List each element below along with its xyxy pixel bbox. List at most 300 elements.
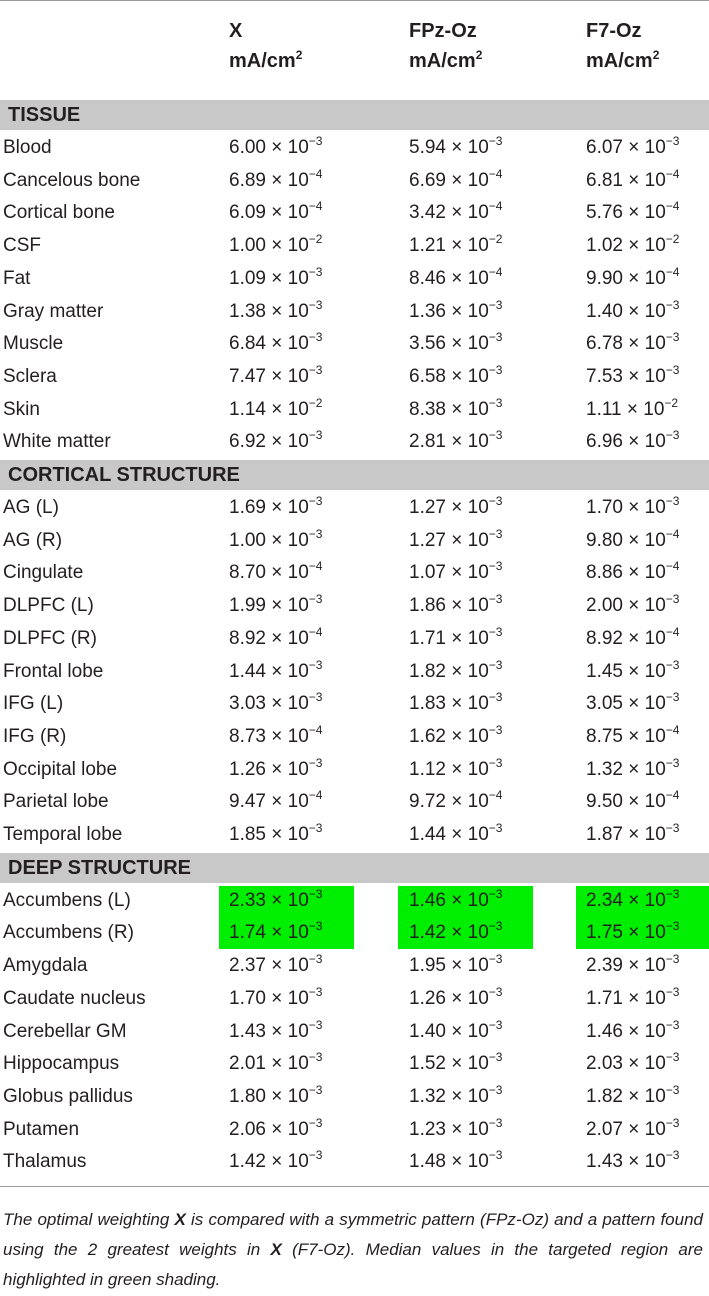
table-top-rule [0,0,709,1]
times-sign: × [628,202,640,224]
cell-mantissa: 1.32 [586,758,623,780]
cell-exponent: −4 [665,166,680,181]
section-title: DEEP STRUCTURE [8,856,191,879]
cell-mantissa: 1.12 [409,758,446,780]
cell-mantissa: 2.07 [586,1118,623,1140]
cell-base: 10 [644,791,666,813]
times-sign: × [628,1020,640,1042]
cell-exponent: −3 [308,592,323,607]
cell-base: 10 [467,725,489,747]
section-header [0,853,709,883]
cell-mantissa: 7.53 [586,365,623,387]
cell-exponent: −2 [664,395,679,410]
table-row [0,197,709,230]
cell-exponent: −3 [488,297,503,312]
table-row [0,688,709,721]
cell-exponent: −3 [665,428,680,443]
cell-value [229,590,322,623]
table-bottom-rule [0,1186,709,1187]
cell-value [409,885,502,918]
cell-mantissa: 1.87 [586,824,623,845]
cell-value [586,328,679,361]
cell-base: 10 [287,627,309,649]
cell-value [229,525,322,558]
cell-base: 10 [467,300,489,322]
cell-value [409,983,502,1016]
cell-base: 10 [287,398,309,420]
cell-base: 10 [287,235,309,257]
cell-mantissa: 1.62 [409,725,446,747]
cell-value [586,230,679,263]
cell-value [229,361,322,394]
cell-value [229,1016,322,1049]
row-label: Skin [3,398,40,420]
cell-mantissa: 1.07 [409,562,446,584]
cell-exponent: −4 [665,722,680,737]
cell-exponent: −2 [308,232,323,247]
cell-value [409,230,502,263]
times-sign: × [271,595,283,617]
cell-base: 10 [644,1085,666,1107]
cell-value [409,623,502,656]
cell-value [229,296,322,329]
cell-value [586,688,679,721]
times-sign: × [451,431,463,453]
cell-exponent: −3 [308,428,323,443]
cell-mantissa: 1.71 [409,627,446,649]
cell-base: 10 [287,889,309,911]
times-sign: × [271,758,283,780]
cell-exponent: −3 [665,1082,680,1097]
cell-value [586,1114,679,1147]
cell-exponent: −3 [665,821,680,835]
cell-exponent: −3 [488,1017,503,1032]
cell-base: 10 [467,889,489,911]
row-label: IFG (L) [3,693,64,715]
cell-exponent: −4 [665,624,680,639]
cell-value [229,754,322,787]
cell-value [229,819,322,852]
cell-mantissa: 1.26 [409,987,446,1009]
cell-value [586,426,679,459]
cell-base: 10 [467,137,489,158]
cell-value [409,361,502,394]
cell-exponent: −3 [488,657,503,672]
times-sign: × [451,824,463,845]
times-sign: × [451,627,463,649]
table-row [0,1016,709,1049]
times-sign: × [451,987,463,1009]
cell-value [586,656,679,689]
cell-mantissa: 8.38 [409,398,446,420]
cell-mantissa: 6.09 [229,202,266,224]
cell-mantissa: 2.34 [586,889,623,911]
cell-base: 10 [467,235,489,257]
times-sign: × [271,889,283,911]
cell-base: 10 [287,595,309,617]
cell-mantissa: 1.48 [409,1151,446,1173]
cell-exponent: −3 [488,624,503,639]
table-row [0,492,709,525]
table-row [0,525,709,558]
times-sign: × [451,595,463,617]
cell-mantissa: 1.27 [409,529,446,551]
header-col-fpz-oz [409,16,482,76]
times-sign: × [628,922,640,944]
cell-mantissa: 5.76 [586,202,623,224]
row-label: White matter [3,431,111,453]
header-col-f7-oz-name: F7-Oz [586,20,642,42]
row-label: AG (R) [3,529,63,551]
cell-base: 10 [467,595,489,617]
cell-base: 10 [287,1053,309,1075]
cell-value [229,950,322,983]
times-sign: × [628,791,640,813]
times-sign: × [271,333,283,355]
cell-exponent: −4 [665,526,680,541]
cell-value [586,197,679,230]
header-col-f7-oz-unit: $mA/cm^2$ [586,48,660,72]
times-sign: × [451,693,463,715]
cell-value [409,197,502,230]
cell-mantissa: 1.70 [586,497,623,518]
cell-exponent: −3 [308,984,323,999]
row-label: Hippocampus [3,1053,120,1075]
cell-base: 10 [644,627,666,649]
cell-value [229,1146,322,1179]
cell-base: 10 [644,1020,666,1042]
cell-exponent: −3 [665,657,680,672]
cell-mantissa: 1.71 [586,987,623,1009]
cell-exponent: −4 [308,722,323,737]
cell-base: 10 [287,1085,309,1107]
cell-base: 10 [287,660,309,682]
cell-mantissa: 1.86 [409,595,446,617]
cell-exponent: −3 [488,428,503,443]
header-unit-exponent: 2 [295,48,303,62]
cell-base: 10 [644,955,666,977]
cell-mantissa: 2.33 [229,889,266,911]
cell-base: 10 [287,824,309,845]
row-label: Blood [3,137,52,158]
header-col-x-name: X [229,20,243,42]
cell-mantissa: 6.07 [586,137,623,158]
cell-mantissa: 1.44 [229,660,266,682]
cell-exponent: −3 [488,919,503,934]
cell-base: 10 [467,169,489,191]
table-row [0,557,709,590]
times-sign: × [271,202,283,224]
cell-base: 10 [644,137,666,158]
cell-mantissa: 8.73 [229,725,266,747]
cell-exponent: −4 [665,199,680,214]
cell-exponent: −2 [488,232,503,247]
cell-exponent: −4 [308,559,323,574]
cell-base: 10 [467,267,489,289]
cell-mantissa: 3.56 [409,333,446,355]
times-sign: × [626,398,638,420]
cell-value [586,885,679,918]
cell-base: 10 [287,791,309,813]
row-label: Accumbens (L) [3,889,131,911]
cell-mantissa: 6.81 [586,169,623,191]
cell-base: 10 [287,562,309,584]
times-sign: × [628,235,640,257]
cell-base: 10 [644,1151,666,1173]
cell-value [229,426,322,459]
header-col-f7-oz [586,16,659,76]
cell-exponent: −3 [665,1017,680,1032]
table-row [0,132,709,165]
cell-exponent: −3 [665,134,680,148]
cell-mantissa: 1.44 [409,824,446,845]
times-sign: × [628,725,640,747]
times-sign: × [271,431,283,453]
header-col-x [229,16,302,76]
cell-mantissa: 1.43 [229,1020,266,1042]
cell-mantissa: 8.70 [229,562,266,584]
cell-value [409,950,502,983]
times-sign: × [451,333,463,355]
cell-mantissa: 2.00 [586,595,623,617]
section-title: TISSUE [8,104,81,126]
cell-mantissa: 1.36 [409,300,446,322]
cell-mantissa: 1.38 [229,300,266,322]
cell-mantissa: 2.01 [229,1053,266,1075]
cell-base: 10 [287,497,309,518]
section-header [0,460,709,490]
cell-value [586,525,679,558]
table-row [0,885,709,918]
cell-base: 10 [467,627,489,649]
cell-exponent: −4 [665,788,680,803]
times-sign: × [451,365,463,387]
cell-value [409,917,502,950]
cell-mantissa: 2.03 [586,1053,623,1075]
cell-exponent: −3 [308,1148,323,1163]
cell-value [586,983,679,1016]
times-sign: × [271,693,283,715]
cell-exponent: −4 [665,264,680,279]
cell-exponent: −3 [488,690,503,705]
row-label: Cingulate [3,562,84,584]
times-sign: × [271,725,283,747]
times-sign: × [628,987,640,1009]
cell-mantissa: 1.69 [229,497,266,518]
cell-mantissa: 6.84 [229,333,266,355]
times-sign: × [451,725,463,747]
cell-mantissa: 1.82 [409,660,446,682]
times-sign: × [628,660,640,682]
times-sign: × [451,922,463,944]
cell-exponent: −3 [665,886,680,901]
times-sign: × [271,660,283,682]
table-row [0,623,709,656]
cell-exponent: −3 [665,755,680,770]
row-label: Putamen [3,1118,80,1140]
cell-exponent: −3 [488,395,503,410]
cell-base: 10 [467,398,489,420]
cell-mantissa: 9.72 [409,791,446,813]
times-sign: × [271,627,283,649]
cell-value [586,1016,679,1049]
cell-exponent: −3 [665,592,680,607]
cell-base: 10 [644,267,666,289]
caption-text-3: (F7-Oz). Median values in the targeted region are highlighted in green shading. [3,1240,703,1289]
cell-exponent: −4 [488,788,503,803]
row-label: Globus pallidus [3,1085,133,1107]
cell-value [409,1016,502,1049]
cell-base: 10 [643,398,665,420]
cell-value [409,557,502,590]
table-row [0,786,709,819]
cell-exponent: −3 [488,952,503,967]
table-row [0,721,709,754]
row-label: Frontal lobe [3,660,104,682]
table-row [0,426,709,459]
times-sign: × [628,497,640,518]
cell-mantissa: 6.00 [229,137,266,158]
cell-value [229,786,322,819]
cell-exponent: −3 [308,952,323,967]
cell-base: 10 [644,1118,666,1140]
cell-mantissa: 1.11 [586,398,622,420]
cell-base: 10 [467,497,489,518]
times-sign: × [628,955,640,977]
cell-exponent: −3 [488,494,503,508]
cell-exponent: −3 [308,134,323,148]
cell-exponent: −4 [308,788,323,803]
cell-value [586,296,679,329]
times-sign: × [451,1118,463,1140]
cell-value [409,263,502,296]
cell-base: 10 [644,824,666,845]
cell-value [409,132,502,165]
cell-base: 10 [467,529,489,551]
cell-value [409,328,502,361]
cell-exponent: −3 [308,690,323,705]
cell-base: 10 [287,202,309,224]
cell-base: 10 [644,497,666,518]
cell-exponent: −4 [488,264,503,279]
cell-base: 10 [467,922,489,944]
row-label: Temporal lobe [3,824,123,845]
row-label: AG (L) [3,497,59,518]
caption-text-2: is compared with a symmetric pattern (FPz-Oz) and a pattern found using the 2 greatest weights in [3,1210,704,1259]
cell-exponent: −3 [308,330,323,345]
cell-base: 10 [287,758,309,780]
times-sign: × [628,595,640,617]
cell-value [409,656,502,689]
cell-base: 10 [467,824,489,845]
header-unit-exponent: 2 [475,48,483,62]
row-label: Sclera [3,365,57,387]
cell-mantissa: 8.75 [586,725,623,747]
cell-value [229,983,322,1016]
row-label: DLPFC (R) [3,627,97,649]
cell-mantissa: 9.80 [586,529,623,551]
cell-mantissa: 6.96 [586,431,623,453]
cell-mantissa: 1.52 [409,1053,446,1075]
cell-value [586,361,679,394]
cell-mantissa: 2.81 [409,431,446,453]
cell-base: 10 [467,1085,489,1107]
cell-value [586,754,679,787]
cell-exponent: −3 [488,984,503,999]
cell-base: 10 [287,267,309,289]
cell-base: 10 [644,333,666,355]
cell-value [409,492,502,525]
times-sign: × [628,169,640,191]
cell-exponent: −3 [665,1115,680,1130]
table-row [0,1146,709,1179]
cell-value [586,917,679,950]
header-col-fpz-oz-name: FPz-Oz [409,20,477,42]
times-sign: × [628,1053,640,1075]
cell-base: 10 [467,791,489,813]
cell-value [586,721,679,754]
cell-exponent: −3 [665,1050,680,1065]
cell-value [409,721,502,754]
cell-exponent: −3 [308,1115,323,1130]
times-sign: × [271,1118,283,1140]
cell-mantissa: 5.94 [409,137,446,158]
table-row [0,394,709,427]
cell-mantissa: 1.40 [409,1020,446,1042]
times-sign: × [451,758,463,780]
times-sign: × [628,267,640,289]
cell-value [229,328,322,361]
cell-mantissa: 1.46 [586,1020,623,1042]
header-col-fpz-oz-unit: $mA/cm^2$ [409,48,483,72]
times-sign: × [628,137,640,158]
cell-base: 10 [467,1118,489,1140]
times-sign: × [271,1151,283,1173]
cell-exponent: −4 [488,199,503,214]
cell-mantissa: 1.26 [229,758,266,780]
times-sign: × [271,235,283,257]
cell-value [586,590,679,623]
cell-mantissa: 9.90 [586,267,623,289]
cell-value [409,165,502,198]
cell-mantissa: 6.89 [229,169,266,191]
cell-exponent: −3 [665,1148,680,1163]
times-sign: × [451,529,463,551]
row-label: Cancelous bone [3,169,141,191]
cell-exponent: −3 [488,1115,503,1130]
cell-value [229,623,322,656]
cell-value [229,197,322,230]
cell-value [229,688,322,721]
table-row [0,590,709,623]
cell-mantissa: 9.47 [229,791,266,813]
times-sign: × [451,791,463,813]
cell-base: 10 [287,300,309,322]
cell-base: 10 [287,693,309,715]
times-sign: × [628,1118,640,1140]
cell-mantissa: 1.42 [409,922,446,944]
cell-base: 10 [467,365,489,387]
table-row [0,263,709,296]
row-label: CSF [3,235,41,257]
cell-mantissa: 1.75 [586,922,623,944]
cell-exponent: −3 [665,494,680,508]
cell-base: 10 [287,137,309,158]
cell-value [409,688,502,721]
cell-exponent: −3 [308,657,323,672]
cell-value [229,656,322,689]
times-sign: × [628,627,640,649]
